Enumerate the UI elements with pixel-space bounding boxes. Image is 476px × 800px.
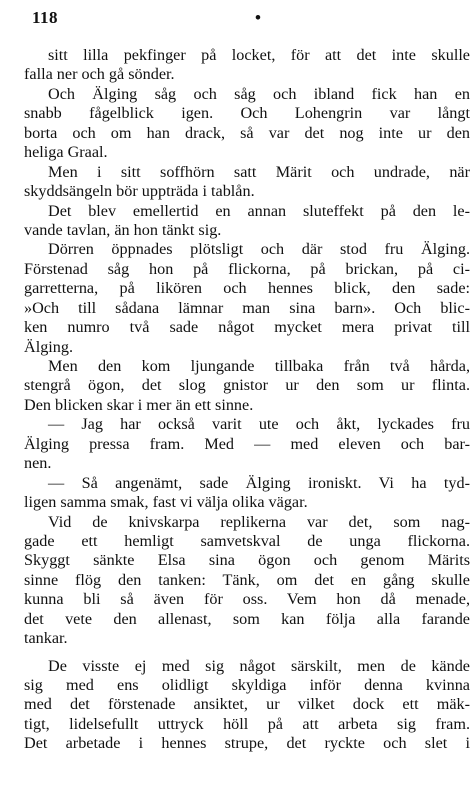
text-line: sig med ens olidligt skyldiga inför denna kvinna (24, 676, 470, 694)
paragraph (24, 513, 470, 649)
text-line: falla ner och gå sönder. (24, 65, 175, 84)
text-line: Älging. (24, 337, 74, 356)
page-number: 118 (32, 8, 59, 27)
text-line: med det förstenade ansiktet, ur vilket dock ett mäk- (24, 695, 470, 714)
text-line: nen. (24, 454, 52, 473)
paragraph (24, 46, 470, 85)
text-line: De visste ej med sig något särskilt, men de kände (48, 656, 470, 675)
paragraph (24, 240, 470, 357)
text-line: ken numro två sade något mycket mera privat till (24, 318, 470, 337)
text-line: — Jag har också varit ute och åkt, lyckades fru (48, 415, 470, 434)
text-line: gade ett hemligt samvetskval de unga flickorna. (24, 531, 470, 550)
text-line: Den blicken skar i mer än ett sinne. (24, 395, 254, 414)
text-line: tigt, lidelsefullt uttryck höll på att arbeta sig fram. (24, 714, 470, 733)
text-line: snabb fågelblick igen. Och Lohengrin var långt (24, 104, 470, 123)
text-line: ligen samma smak, fast vi välja olika vägar. (24, 493, 308, 512)
paragraph (24, 657, 470, 754)
text-line: Och Älging såg och såg och ibland fick han en (48, 84, 470, 103)
text-line: Det arbetade i hennes strupe, det ryckte och slet i (24, 734, 470, 753)
text-line: borta och om han drack, så var det nog inte ur den (24, 123, 470, 142)
paragraph (24, 202, 470, 241)
paragraph (24, 163, 470, 202)
text-line: skyddsängeln bör uppträda i tablån. (24, 182, 255, 201)
body-text (24, 46, 470, 754)
text-line: Skyggt sänkte Elsa sina ögon och genom Märits (24, 551, 470, 570)
text-line: vande tavlan, än hon tänkt sig. (24, 220, 222, 239)
text-line: heliga Graal. (24, 143, 108, 162)
text-line: det vete den allenast, som kan följa alla farande (24, 609, 470, 628)
text-line: kunna bli så även för oss. Vem hon då menade, (24, 590, 470, 609)
text-line: — Så angenämt, sade Älging ironiskt. Vi ha tyd- (48, 473, 470, 492)
paragraph (24, 85, 470, 163)
paragraph (24, 357, 470, 415)
text-line: sinne flög den tanken: Tänk, om det en gång skulle (24, 570, 470, 589)
text-line: Älging pressa fram. Med — med eleven och bar- (24, 434, 470, 453)
text-line: stengrå ögon, det slog gnistor ur den som ur flinta. (24, 376, 470, 395)
text-line: garretterna, på likören och hennes blick, den sade: (24, 279, 470, 298)
text-line: Vid de knivskarpa replikerna var det, som nag- (48, 512, 470, 531)
text-line: Dörren öppnades plötsligt och där stod fru Älging. (48, 240, 470, 259)
paragraph (24, 415, 470, 473)
text-line: Förstenad såg hon på flickorna, på brickan, på ci- (24, 259, 470, 278)
text-line: Det blev emellertid en annan sluteffekt på den le- (48, 201, 470, 220)
header-mark: • (255, 8, 261, 27)
text-line: Men i sitt soffhörn satt Märit och undrade, när (48, 162, 470, 181)
text-line: »Och till sådana lämnar man sina barn». Och blic- (24, 298, 470, 317)
text-line: tankar. (24, 629, 68, 648)
paragraph (24, 474, 470, 513)
text-line: sitt lilla pekfinger på locket, för att det inte skulle (48, 46, 470, 64)
text-line: Men den kom ljungande tillbaka från två hårda, (48, 357, 470, 375)
